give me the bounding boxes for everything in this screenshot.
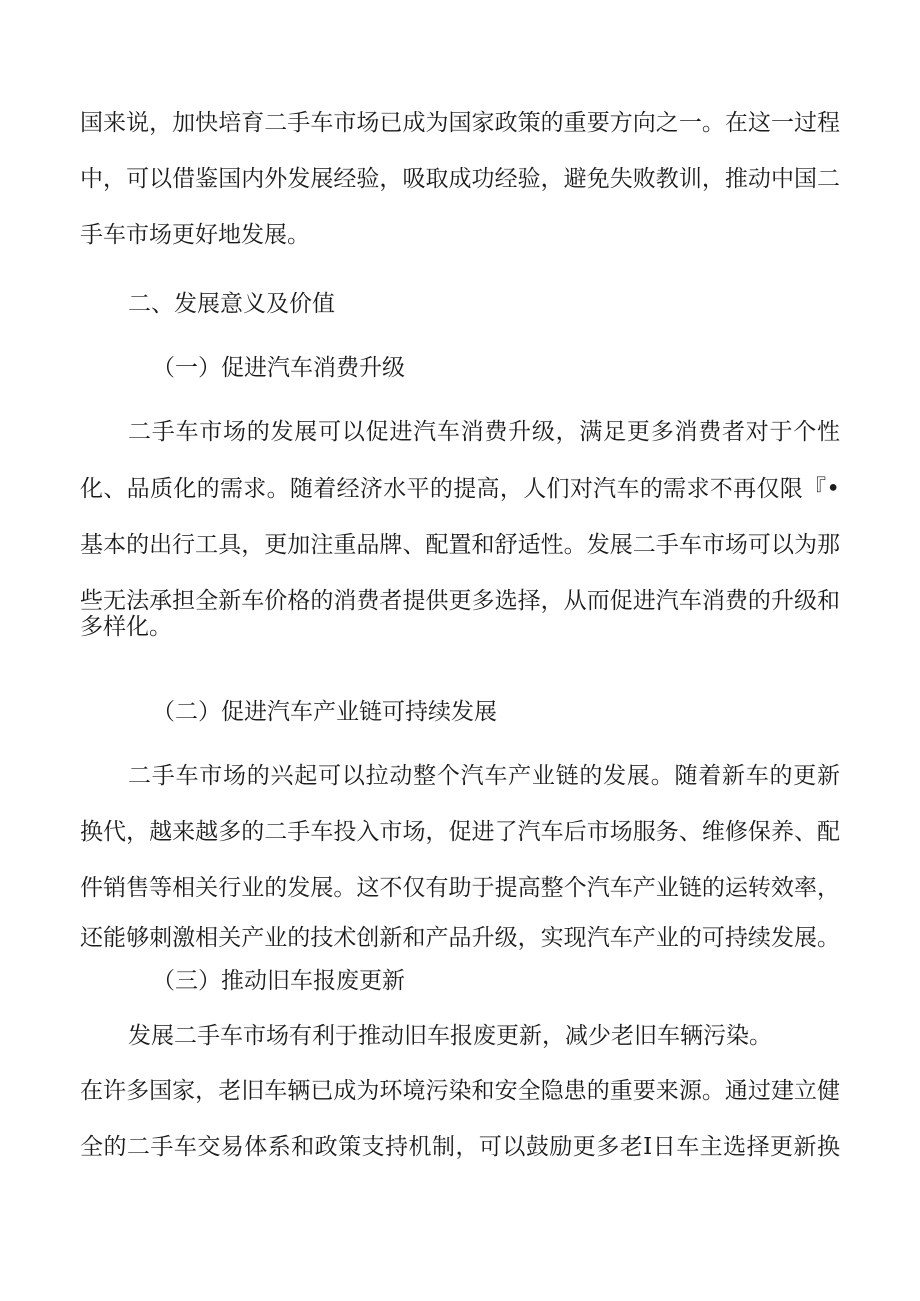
sub2-paragraph-line-1: 二手车市场的兴起可以拉动整个汽车产业链的发展。随着新车的更新 — [128, 763, 840, 789]
subsection-heading-3: （三）推动旧车报废更新 — [152, 968, 405, 994]
sub3-paragraph-line-2: 在许多国家，老旧车辆已成为环境污染和安全隐患的重要来源。通过建立健 — [80, 1078, 840, 1104]
sub2-paragraph-line-4: 还能够刺激相关产业的技术创新和产品升级，实现汽车产业的可持续发展。 — [80, 925, 840, 951]
subsection-heading-2: （二）促进汽车产业链可持续发展 — [152, 699, 497, 725]
sub1-paragraph-line-4: 些无法承担全新车价格的消费者提供更多选择，从而促进汽车消费的升级和 — [80, 588, 840, 614]
subsection-heading-1: （一）促进汽车消费升级 — [152, 355, 405, 381]
sub1-paragraph-line-2: 化、品质化的需求。随着经济水平的提高，人们对汽车的需求不再仅限『• — [80, 476, 840, 502]
sub2-paragraph-line-3: 件销售等相关行业的发展。这不仅有助于提高整个汽车产业链的运转效率， — [80, 875, 840, 901]
section-heading: 二、发展意义及价值 — [128, 291, 335, 317]
sub1-paragraph-line-3: 基本的出行工具，更加注重品牌、配置和舒适性。发展二手车市场可以为那 — [80, 532, 840, 558]
intro-paragraph-line-2: 中，可以借鉴国内外发展经验，吸取成功经验，避免失败教训，推动中国二 — [80, 166, 840, 192]
intro-paragraph-line-3: 手车市场更好地发展。 — [80, 222, 310, 248]
sub3-paragraph-line-3: 全的二手车交易体系和政策支持机制，可以鼓励更多老I日车主选择更新换 — [80, 1134, 840, 1160]
intro-paragraph-line-1: 国来说，加快培育二手车市场已成为国家政策的重要方向之一。在这一过程 — [80, 110, 840, 136]
sub1-paragraph-line-1: 二手车市场的发展可以促进汽车消费升级，满足更多消费者对于个性 — [128, 419, 840, 445]
sub1-paragraph-line-5: 多样化。 — [80, 614, 172, 640]
sub3-paragraph-line-1: 发展二手车市场有利于推动旧车报废更新，减少老旧车辆污染。 — [128, 1023, 772, 1049]
sub2-paragraph-line-2: 换代，越来越多的二手车投入市场，促进了汽车后市场服务、维修保养、配 — [80, 819, 840, 845]
